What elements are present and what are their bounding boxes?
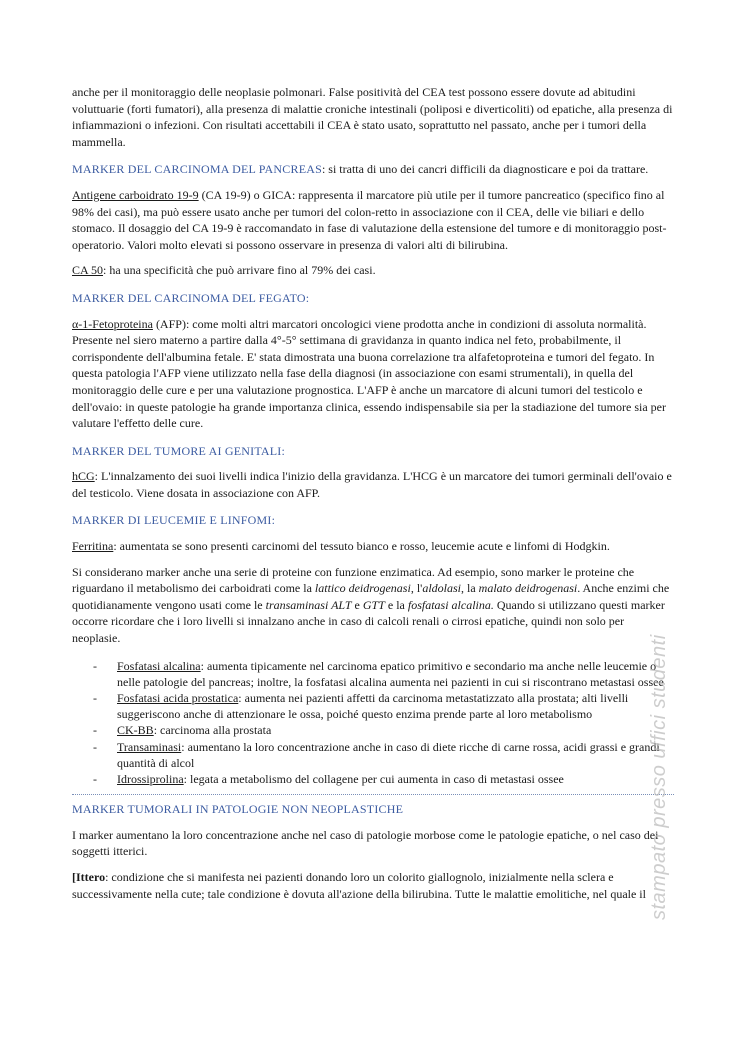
watermark-text: stampato presso uffici studenti xyxy=(648,634,670,920)
paragraph-ittero xyxy=(72,869,674,902)
heading-fegato: MARKER DEL CARCINOMA DEL FEGATO: xyxy=(72,290,310,305)
list-item-term: Transaminasi xyxy=(117,739,182,754)
list-item xyxy=(72,658,674,690)
text-afp: (AFP): come molti altri marcatori oncologici viene prodotta anche in condizioni di assoluta normalità. Presente nel siero materno a partire dalla 4°-5° settimana di gravidanza in quanto indica nel feto, probabilmente, il corrispondente dell'albumina fetale. E' stata dimostrata una buona correlazione tra alfafetoproteina e tumori del fegato. In questa patologia l'AFP viene utilizzato nella fase della diagnosi (in associazione con esami strumentali), in quella del monitoraggio delle cure e per una valutazione prognostica. L'AFP è anche un marcatore di alcuni tumori del testicolo e dell'ovaio: in queste patologie ha grande importanza clinica, essendo indispensabile sia per la stadiazione del tumore sia per valutare l'effetto delle cure. xyxy=(72,316,666,431)
term-afp: α-1-Fetoproteina xyxy=(72,316,153,331)
paragraph-ferritina xyxy=(72,538,674,555)
paragraph-enzimi xyxy=(72,564,674,647)
list-item-text: : aumentano la loro concentrazione anche in caso di diete ricche di carne rossa, acidi grassi e grandi quantità di alcol xyxy=(117,739,660,770)
list-dash: - xyxy=(93,723,97,738)
watermark xyxy=(620,540,670,920)
text-hcg: : L'innalzamento dei suoi livelli indica l'inizio della gravidanza. L'HCG è un marcatore dei tumori germinali dell'ovaio e del testicolo. Viene dosata in associazione con AFP. xyxy=(72,469,672,500)
list-item xyxy=(72,771,674,787)
text-ca50: : ha una specificità che può arrivare fino al 79% dei casi. xyxy=(103,263,376,278)
list-dash: - xyxy=(93,691,97,706)
heading-pancreas-title: MARKER DEL CARCINOMA DEL PANCREAS xyxy=(72,162,322,177)
paragraph-hcg xyxy=(72,468,674,501)
list-dash: - xyxy=(93,739,97,754)
text-ferritina: : aumentata se sono presenti carcinomi del tessuto bianco e rosso, leucemie acute e linfomi di Hodgkin. xyxy=(113,539,610,554)
heading-pancreas-tail: : si tratta di uno dei cancri difficili da diagnosticare e poi da trattare. xyxy=(321,162,649,177)
term-transaminasi-alt: transaminasi ALT xyxy=(265,597,352,612)
text-ca199: (CA 19-9) o GICA: rappresenta il marcatore più utile per il tumore pancreatico (specifico fino al 98% dei casi), ma può essere usato anche per tumori del colon-retto in associazione con il CEA, delle vie biliari e dello stomaco. Il dosaggio del CA 19-9 è raccomandato in fase di valutazione della estensione del tumore e di monitoraggio post-operatorio. Valori molto elevati si possono osservare in presenza di valori alti di bilirubina. xyxy=(72,187,667,252)
paragraph-afp xyxy=(72,316,674,432)
paragraph-ca199 xyxy=(72,187,674,253)
marker-list xyxy=(72,658,674,788)
term-ca50: CA 50 xyxy=(72,263,104,278)
list-item-text: : aumenta nei pazienti affetti da carcinoma metastatizzato alla prostata; alti livelli suggeriscono anche di attenzionare le ossa, poiché questo enzima prende parte al loro metabolismo xyxy=(117,691,629,722)
term-fosfatasi-alcalina: fosfatasi alcalina. xyxy=(407,597,494,612)
text-enzimi-6: e la xyxy=(384,597,408,612)
paragraph-cea: anche per il monitoraggio delle neoplasie polmonari. False positività del CEA test possono essere dovute ad abitudini voluttuarie (forti fumatori), alla presenza di malattie croniche intestinali (poliposi e diverticoliti) od epatiche, alla presenza di infiammazioni o infezioni. Con risultati accettabili il CEA è stato usato, soprattutto nel passato, anche per i tumori della mammella. xyxy=(72,85,673,149)
heading-leucemie: MARKER DI LEUCEMIE E LINFOMI: xyxy=(72,513,276,528)
term-gtt: GTT xyxy=(362,597,385,612)
term-ferritina: Ferritina xyxy=(72,539,114,554)
list-item-text: : legata a metabolismo del collagene per cui aumenta in caso di metastasi ossee xyxy=(183,772,564,787)
list-item-text: : carcinoma alla prostata xyxy=(153,723,272,738)
term-hcg: hCG xyxy=(72,469,95,484)
heading-genitali: MARKER DEL TUMORE AI GENITALI: xyxy=(72,443,286,458)
text-enzimi-2: , l' xyxy=(410,581,423,596)
text-ittero: : condizione che si manifesta nei pazienti donando loro un colorito giallognolo, inizialmente nella sclera e successivamente nella cute; tale condizione è dovuta all'azione della bilirubina. Tutte le malattie emolitiche, nel quale il xyxy=(72,870,646,901)
text-enzimi-7: Quando si utilizzano questi marker occorre ricordare che i loro livelli si innalzano anche in caso di calcoli renali o cirrosi epatiche, quindi non solo per neoplasie. xyxy=(72,597,665,646)
list-item-term: Idrossiprolina xyxy=(117,772,184,787)
list-item xyxy=(72,722,674,738)
text-enzimi-1: Si considerano marker anche una serie di proteine con funzione enzimatica. Ad esempio, sono marker le proteine che riguardano il metabolismo dei carboidrati come la xyxy=(72,564,635,596)
term-ca199: Antigene carboidrato 19-9 xyxy=(72,187,199,202)
paragraph-non-neoplastiche: I marker aumentano la loro concentrazione anche nel caso di patologie morbose come le patologie epatiche, o nel caso dei soggetti itterici. xyxy=(72,827,659,859)
heading-pancreas xyxy=(72,161,674,178)
list-dash: - xyxy=(93,772,97,787)
term-malato-deidrogenasi: malato deidrogenasi xyxy=(478,581,578,596)
text-enzimi-5: e xyxy=(351,597,363,612)
list-item-term: CK-BB xyxy=(117,723,154,738)
text-enzimi-4: . Anche enzimi che quotidianamente vengono usati come le xyxy=(72,581,670,612)
list-item-term: Fosfatasi alcalina xyxy=(117,658,201,673)
list-item xyxy=(72,739,674,771)
heading-non-neoplastiche: MARKER TUMORALI IN PATOLOGIE NON NEOPLASTICHE xyxy=(72,802,404,817)
list-dash: - xyxy=(93,658,97,673)
document-page xyxy=(72,84,674,902)
paragraph-ca50 xyxy=(72,262,674,279)
list-item-text: : aumenta tipicamente nel carcinoma epatico primitivo e secondario ma anche nelle leucemie o nelle patologie del pancreas; inoltre, la fosfatasi alcalina aumenta nei pazienti in cui si riscontrano metastasi ossee xyxy=(117,658,664,689)
list-item xyxy=(72,690,674,722)
term-lattico-deidrogenasi: lattico deidrogenasi xyxy=(314,581,411,596)
term-ittero: [Ittero xyxy=(72,870,106,885)
text-enzimi-3: , la xyxy=(460,581,479,596)
term-aldolasi: aldolasi xyxy=(422,581,461,596)
section-divider xyxy=(72,794,674,795)
list-item-term: Fosfatasi acida prostatica xyxy=(117,691,239,706)
